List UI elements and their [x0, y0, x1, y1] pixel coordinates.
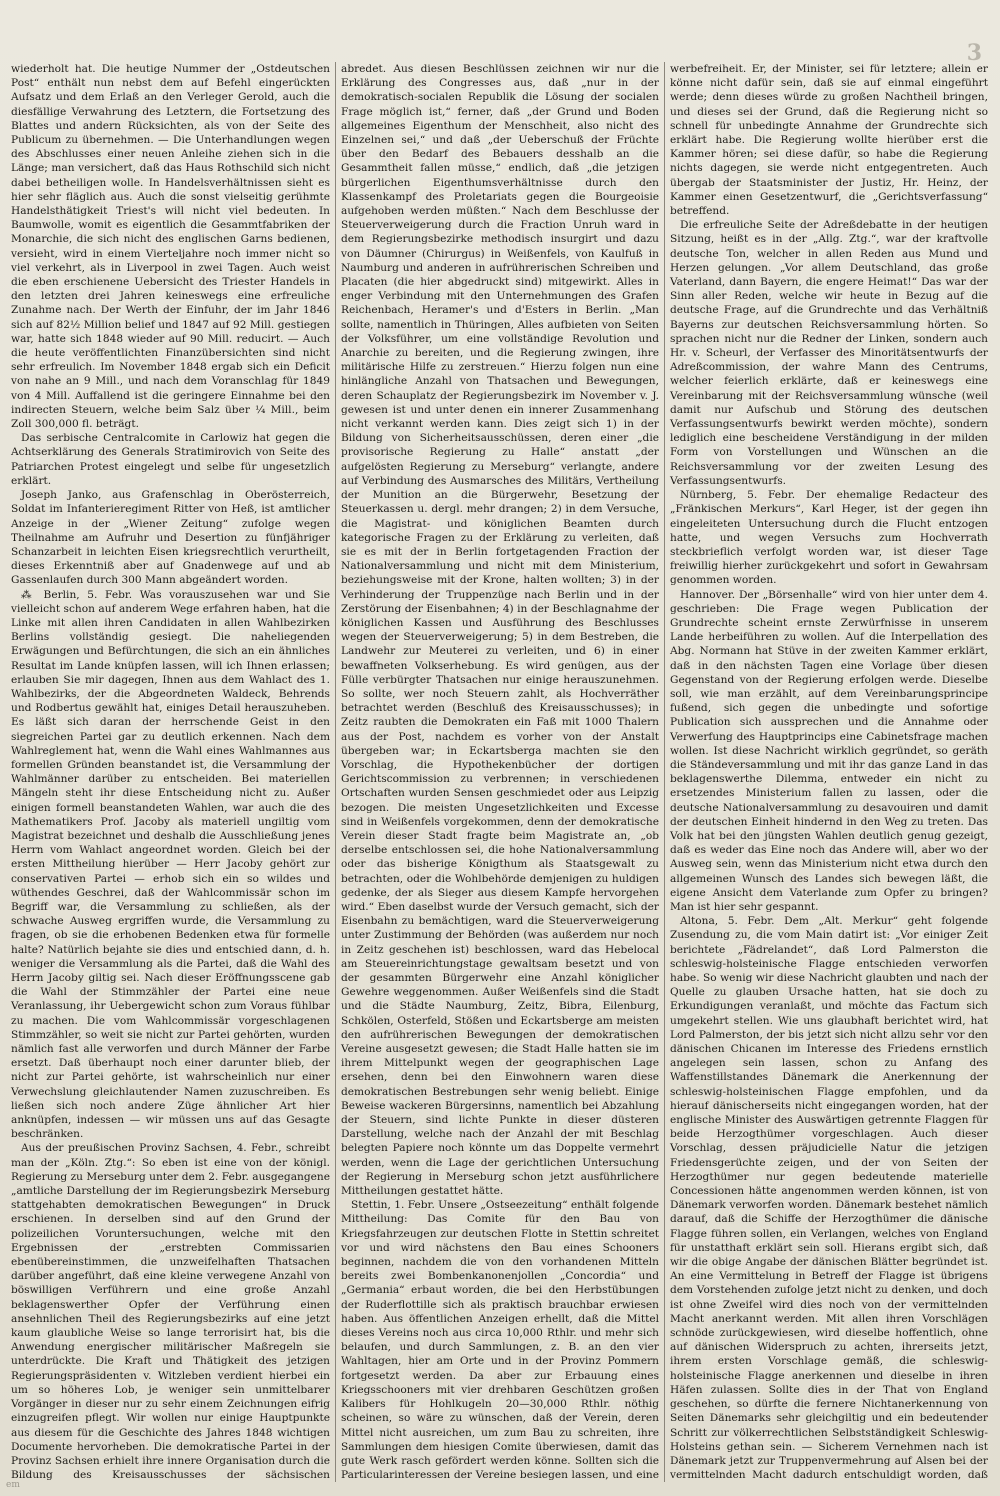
footer-mark: em — [6, 1480, 20, 1490]
article-paragraph: Das serbische Centralcomite in Carlowiz hat gegen die Achtserklärung des Generals Stratimirovich von Seite des Patriarchen Protest eingelegt und selbe für ungesetzlich erklärt. — [11, 432, 330, 487]
article-paragraph: Aus der preußischen Provinz Sachsen, 4. Febr., schreibt man der „Köln. Ztg.“: So eben ist eine von der königl. Regierung zu Merseburg unter dem 2. Febr. ausgegangene „amtliche Darstellung der im Regierungsbezirk Merseburg stattgehabten demokratischen Bewegungen“ in Druck erschienen. In derselben sind auf den Grund der polizeilichen Voruntersuchungen, welche mit den Ergebnissen der „erstrebten Commissarien ebenübereinstimmen, die unzweifelhaften Thatsachen darüber angeführt, daß eine kleine verwegene Anzahl von böswilligen Verführern und eine große Anzahl beklagenswerther Opfer der Verführung einen ansehnlichen Theil des Regierungsbezirks auf eine jetzt kaum glaubliche Weise so lange terrorisirt hat, bis die Anwendung energischer militärischer Maßregeln sie unterdrückte. Die Kraft und Thätigkeit des jetzigen Regierungspräsidenten v. Witzleben verdient hierbei ein um so höheres Lob, je weniger sein unmittelbarer Vorgänger in dieser nur zu sehr einem Zeichnungen eifrig einzugreifen pflegt. Wir wollen nur einige Hauptpunkte aus diesem für die Geschichte des Jahres 1848 wichtigen Documente hervorheben. Die demokratische Partei in der Provinz Sachsen erhielt ihre innere Organisation durch die Bildung des Kreisausschusses der sächsischen — [11, 1142, 330, 1482]
article-paragraph: Joseph Janko, aus Grafenschlag in Oberösterreich, Soldat im Infanterieregiment Ritter von Heß, ist amtlicher Anzeige in der „Wiener Zeitung“ zufolge wegen Theilnahme am Aufruhr und Desertion zu fünfjähriger Schanzarbeit in leichten Eisen kriegsrechtlich verurtheilt, dieses Erkenntniß aber auf Gnadenwege auf und ab Gassenlaufen durch 300 Mann abgeändert worden. — [11, 489, 330, 587]
article-paragraph: Nürnberg, 5. Febr. Der ehemalige Redacteur des „Fränkischen Merkurs“, Karl Heger, ist der gegen ihn eingeleiteten Untersuchung durch die Flucht entzogen hatte, und wegen Versuchs zum Hochverrath steckbrieflich verfolgt worden war, ist dieser Tage freiwillig hierher zurückgekehrt und sofort in Gewahrsam genommen worden. — [670, 489, 988, 587]
page-number: 3 — [966, 40, 982, 66]
article-paragraph: Altona, 5. Febr. Dem „Alt. Merkur“ geht folgende Zusendung zu, die vom Main datirt ist: „Vor einiger Zeit berichtete „Fädrelandet“, daß Lord Palmerston die schleswig-holsteinische Flagge entschieden verworfen habe. So wenig wir diese Nachricht glaubten und nach der Quelle zu glauben Ursache hatten, hat sie doch zu Erkundigungen veranlaßt, und möchte das Factum sich umgekehrt stellen. Wie uns glaubhaft berichtet wird, hat Lord Palmerston, der bis jetzt sich nicht allzu sehr vor den dänischen Chicanen im Interesse des Friedens ernstlich angelegen sein lassen, schon zu Anfang des Waffenstillstandes Dänemark die Anerkennung der schleswig-holsteinischen Flagge empfohlen, und da hierauf dänischerseits nicht eingegangen worden, hat der englische Minister des Auswärtigen getrennte Flaggen für beide Herzogthümer vorgeschlagen. Auch dieser Vorschlag, dessen präjudicielle Natur die jetzigen Friedensgerüchte zeigen, und der von Seiten der Herzogthümer nur gegen bedeutende materielle Concessionen hätte angenommen werden können, ist von Dänemark verworfen worden. Dänemark bestehet nämlich darauf, daß die Schiffe der Herzogthümer die dänische Flagge führen sollen, ein Verlangen, welches von England für unstatthaft erklärt sein soll. Hierans ergibt sich, daß wir die obige Angabe der dänischen Blätter begründet ist. An eine Vermittelung in Betreff der Flagge ist übrigens dem Vorstehenden zufolge jetzt nicht zu denken, und doch ist ohne Zweifel wird dies noch von der vermittelnden Macht anerkannt werden. Mit allen ihren Vorschlägen schnöde zurückgewiesen, wird dieselbe hoffentlich, ohne auf dänischen Widerspruch zu achten, ihrerseits jetzt, ihrem ersten Vorschlage gemäß, die schleswig-holsteinische Flagge anerkennen und dieselbe in ihren Häfen zulassen. Sollte dies in der That von England geschehen, so dürfte die fernere Nichtanerkennung von Seiten Dänemarks sehr gleichgiltig und ein bedeutender Schritt zur völkerrechtlichen Selbstständigkeit Schleswig-Holsteins gethan sein. — Sicherem Vernehmen nach ist Dänemark jetzt zur Truppenvermehrung auf Alsen bei der vermittelnden Macht dadurch entschuldigt worden, daß — [670, 915, 988, 1482]
column-1 — [6, 62, 335, 1482]
article-paragraph: ⁂ Berlin, 5. Febr. Was vorauszusehen war und Sie vielleicht schon auf anderem Wege erfahren haben, hat die Linke mit allen ihren Candidaten in allen Wahlbezirken Berlins vollständig gesiegt. Die naheliegenden Erwägungen und Befürchtungen, die sich an ein ähnliches Resultat im Lande knüpfen lassen, will ich Ihnen erlassen; erlauben Sie mir dagegen, Ihnen aus dem Wahlact des 1. Wahlbezirks, der die Abgeordneten Waldeck, Behrends und Rodbertus gewählt hat, einiges Detail herauszuheben. Es läßt sich daran der herrschende Geist in den siegreichen Partei gar zu deutlich erkennen. Nach dem Wahlreglement hat, wenn die Wahl eines Wahlmannes aus formellen Gründen beanstandet ist, die Versammlung der Wahlmänner darüber zu entscheiden. Bei materiellen Mängeln steht ihr diese Entscheidung nicht zu. Außer einigen formell beanstandeten Wahlen, war auch die des Mathematikers Prof. Jacoby als materiell ungiltig vom Magistrat bezeichnet und deshalb die Ausschließung jenes Herrn vom Wahlact angeordnet worden. Gleich bei der ersten Mittheilung hierüber — Herr Jacoby gehört zur conservativen Partei — erhob sich ein so wildes und wüthendes Geschrei, daß der Wahlcommissär schon im Begriff war, die Versammlung zu schließen, als der schwache Ausweg ergriffen wurde, die Versammlung zu fragen, ob sie die erhobenen Bedenken etwa für formelle halte? Natürlich bejahte sie dies und entschied dann, d. h. weniger die Versammlung als die Partei, daß die Wahl des Herrn Jacoby giltig sei. Nach dieser Eröffnungsscene gab die Wahl der Stimmzähler der Partei eine neue Veranlassung, ihr Uebergewicht schon zum Voraus fühlbar zu machen. Die vom Wahlcommissär vorgeschlagenen Stimmzähler, so weit sie nicht zur Partei gehörten, wurden nämlich fast alle verworfen und durch Männer der Farbe ersetzt. Daß überhaupt noch einer darunter blieb, der nicht zur Partei gehörte, ist wahrscheinlich nur einer Verwechslung gleichlautender Namen zuzuschreiben. Es ließen sich noch andere Züge ähnlicher Art hier anknüpfen, indessen — wir müssen uns auf das Gesagte beschränken. — [11, 588, 330, 1141]
article-paragraph: wiederholt hat. Die heutige Nummer der „Ostdeutschen Post“ enthält nun nebst dem auf Befehl eingerückten Aufsatz und dem Erlaß an den Verleger Gerold, auch die diesfällige Verwahrung des Letztern, die Fortsetzung des Blattes und andern Rücksichten, als von der Seite des Publicum zu übernehmen. — Die Unterhandlungen wegen des Abschlusses einer neuen Anleihe ziehen sich in die Länge; man versichert, daß das Haus Rothschild sich nicht dabei betheiligen wolle. In Handelsverhältnissen sieht es hier sehr fläglich aus. Auch die sonst vielseitig gerühmte Handelsthätigkeit Triest's will nicht viel bedeuten. In Baumwolle, womit es eigentlich die Gesammtfabriken der Monarchie, die sich nicht des englischen Garns bedienen, versieht, wird in einem Vierteljahre noch immer nicht so viel verkehrt, als in Liverpool in zwei Tagen. Auch weist die eben erschienene Uebersicht des Triester Handels in den letzten drei Jahren keineswegs eine erfreuliche Zunahme nach. Der Werth der Einfuhr, der im Jahr 1846 sich auf 82½ Million belief und 1847 auf 92 Mill. gestiegen war, hatte sich 1848 wieder auf 90 Mill. reducirt. — Auch die heute veröffentlichten Finanzübersichten sind nicht sehr erfreulich. Im November 1848 ergab sich ein Deficit von nahe an 9 Mill., und nach dem Voranschlag für 1849 von 4 Mill. Auffallend ist die geringere Einnahme bei den indirecten Steuern, welche beim Salz über ¼ Mill., beim Zoll 300,000 fl. beträgt. — [11, 63, 330, 431]
article-paragraph: Stettin, 1. Febr. Unsere „Ostseezeitung“ enthält folgende Mittheilung: Das Comite für den Bau von Kriegsfahrzeugen zur deutschen Flotte in Stettin schreitet vor und wird nächstens den Bau eines Schooners beginnen, nachdem die von den vorhandenen Mitteln bereits zwei Bombenkanonenjollen „Concordia“ und „Germania“ erbaut worden, die bei den Herbstübungen der Ruderflottille sich als praktisch brauchbar erwiesen haben. Aus öffentlichen Anzeigen erhellt, daß die Mittel dieses Vereins noch aus circa 10,000 Rthlr. und mehr sich belaufen, und durch Sammlungen, z. B. an den vier Wahltagen, hier am Orte und in der Provinz Pommern fortgesetzt werden. Da aber zur Erbauung eines Kriegsschooners mit vier drehbaren Geschützen großen Kalibers für Hohlkugeln 20—30,000 Rthlr. nöthig scheinen, so wäre zu wünschen, daß der Verein, deren Mittel nicht ausreichen, um zum Bau zu schreiten, ihre Sammlungen dem hiesigen Comite überwiesen, damit das gute Werk rasch gefördert werden könne. Sollten sich die Particularinteressen der Vereine besiegen lassen, und eine — [341, 1199, 659, 1482]
article-paragraph: Hannover. Der „Börsenhalle“ wird von hier unter dem 4. geschrieben: Die Frage wegen Publication der Grundrechte scheint ernste Zerwürfnisse in unserem Lande herbeiführen zu wollen. Auf die Interpellation des Abg. Normann hat Stüve in der zweiten Kammer erklärt, daß in den nächsten Tagen eine Vorlage über diesen Gegenstand von der Regierung erfolgen werde. Dieselbe soll, wie man erzählt, auf dem Vereinbarungsprincipe fußend, sich gegen die unbedingte und sofortige Publication sich aussprechen und die Annahme oder Verwerfung des Hauptprincips eine Cabinetsfrage machen wollen. Ist diese Nachricht wirklich gegründet, so geräth die Ständeversammlung und mit ihr das ganze Land in das beklagenswerthe Dilemma, entweder ein nicht zu ersetzendes Ministerium fallen zu lassen, oder die deutsche Nationalversammlung zu desavouiren und damit der deutschen Einheit hindernd in den Weg zu treten. Das Volk hat bei den jüngsten Wahlen deutlich genug gezeigt, daß es weder das Eine noch das Andere will, aber wo der Ausweg sein, wenn das Ministerium nicht etwa durch den allgemeinen Wunsch des Landes sich bewegen läßt, die eigene Ansicht dem Vaterlande zum Opfer zu bringen? Man ist hier sehr gespannt. — [670, 588, 988, 913]
column-3 — [664, 62, 993, 1482]
article-columns — [6, 62, 994, 1482]
article-paragraph: werbefreiheit. Er, der Minister, sei für letztere; allein er könne nicht dafür sein, daß sie auf einmal eingeführt werde; denn dieses würde zu großen Nachtheil bringen, und dieses sei der Grund, daß die Regierung nicht so schnell für unbedingte Annahme der Grundrechte sich erklärt habe. Die Regierung wollte hierüber erst die Kammer hören; sei diese dafür, so habe die Regierung nichts dagegen, sie werde nicht entgegentreten. Auch übergab der Staatsminister der Justiz, Hr. Heinz, der Kammer einen Gesetzentwurf, die „Gerichtsverfassung“ betreffend. — [670, 63, 988, 218]
article-paragraph: Die erfreuliche Seite der Adreßdebatte in der heutigen Sitzung, heißt es in der „Allg. Ztg.“, war der kraftvolle deutsche Ton, welcher in allen Reden aus Mund und Herzen gelungen. „Vor allem Deutschland, das große Vaterland, dann Bayern, die engere Heimat!“ Das war der Sinn aller Reden, welche wir heute in Bezug auf die deutsche Frage, auf die Grundrechte und das Verhältniß Bayerns zur deutschen Reichsversammlung hörten. So sprachen nicht nur die Redner der Linken, sondern auch Hr. v. Scheurl, der Verfasser des Minoritätsentwurfs der Adreßcommission, der wahre Mann des Centrums, welcher feierlich erklärte, daß er keineswegs eine Vereinbarung mit der Reichsversammlung wünsche (weil damit nur Aufschub und Störung des deutschen Verfassungsentwurfs bewirkt werden möchte), sondern lediglich eine bescheidene Verständigung in der milden Form von Vorstellungen und Wünschen an die Reichsversammlung vor der zweiten Lesung des Verfassungsentwurfs. — [670, 219, 988, 487]
article-paragraph: abredet. Aus diesen Beschlüssen zeichnen wir nur die Erklärung des Congresses aus, daß „nur in der demokratisch-socialen Republik die Lösung der socialen Frage möglich ist,“ ferner, daß „der Grund und Boden allgemeines Eigenthum der Menschheit, also nicht des Einzelnen sei,“ und daß „der Ueberschuß der Früchte über den Bedarf des Bebauers desshalb an die Gesammtheit fallen müsse,“ endlich, daß „die jetzigen bürgerlichen Eigenthumsverhältnisse durch den Klassenkampf des Proletariats gegen die Bourgeoisie aufgehoben werden müßten.“ Nach dem Beschlusse der Steuerverweigerung durch die Fraction Unruh ward in dem Regierungsbezirke methodisch insurgirt und dazu von Däumner (Chirurgus) in Weißenfels, von Kaulfuß in Naumburg und anderen in aufrührerischen Schreiben und Placaten (die hier abgedruckt sind) mitgewirkt. Alles in enger Verbindung mit den Unternehmungen des Grafen Reichenbach, Heramer's und d'Esters in Berlin. „Man sollte, namentlich in Thüringen, Alles aufbieten von Seiten der Volksführer, um eine vollständige Revolution und Anarchie zu bereiten, und die Regierung zwingen, ihre militärische Hilfe zu zerstreuen.“ Hierzu folgen nun eine hinlängliche Anzahl von Thatsachen und Bewegungen, deren Schauplatz der Regierungsbezirk im November v. J. gewesen ist und unter denen ein innerer Zusammenhang nicht verkannt werden kann. Dies zeigt sich 1) in der Bildung von Sicherheitsausschüssen, deren einer „die provisorische Regierung zu Halle“ anstatt „der aufgelösten Regierung zu Merseburg“ verlangte, andere auf Verbindung des Ausmarsches des Militärs, Vertheilung der Munition an die Bürgerwehr, Besetzung der Steuerkassen u. dergl. mehr drangen; 2) in dem Versuche, die Magistrat- und königlichen Beamten durch kategorische Fragen zu der Erklärung zu verleiten, daß sie es mit der in Berlin fortgetagenden Fraction der Nationalversammlung und nicht mit dem Ministerium, beziehungsweise mit der Krone, halten wollten; 3) in der Verhinderung der Truppenzüge nach Berlin und in der Zerstörung der Eisenbahnen; 4) in der Beschlagnahme der königlichen Kassen und Ausführung des Beschlusses wegen der Steuerverweigerung; 5) in dem Bestreben, die Landwehr zur Meuterei zu verleiten, und 6) in einer bewaffneten Volkserhebung. Es wird genügen, aus der Fülle verbürgter Thatsachen nur einige herauszunehmen. So sollte, wer noch Steuern zahlt, als Hochverräther betrachtet werden (Beschluß des Kreisausschusses); in Zeitz raubten die Demokraten ein Faß mit 1000 Thalern aus der Post, nachdem es vorher von der Anstalt übergeben war; in Eckartsberga machten sie den Vorschlag, die Hypothekenbücher der dortigen Gerichtscommission zu verbrennen; in verschiedenen Ortschaften wurden Sensen geschmiedet oder aus Leipzig bezogen. Die meisten Ungesetzlichkeiten und Excesse sind in Weißenfels vorgekommen, denn der demokratische Verein dieser Stadt fragte beim Magistrate an, „ob derselbe entschlossen sei, die hohe Nationalversammlung oder das bisherige Königthum als Staatsgewalt zu betrachten, oder die Wohlbehörde demjenigen zu huldigen gedenke, der als Sieger aus diesem Kampfe hervorgehen wird.“ Eben daselbst wurde der Versuch gemacht, sich der Eisenbahn zu bemächtigen, ward die Steuerverweigerung unter Zustimmung der Behörden (was außerdem nur noch in Zeitz geschehen ist) beschlossen, ward das Hebelocal am Steuereinrichtungstage gewaltsam besetzt und von der gesammten Bürgerwehr eine Anzahl königlicher Gewehre weggenommen. Außer Weißenfels sind die Stadt und die Städte Naumburg, Zeitz, Bibra, Eilenburg, Schkölen, Osterfeld, Stößen und Eckartsberge am meisten den aufrührerischen Bewegungen der demokratischen Vereine ausgesetzt gewesen; die Stadt Halle hatten sie im ihrem Mittelpunkt wegen der geographischen Lage ersehen, denn bei den Einwohnern waren diese demokratischen Bestrebungen sehr wenig beliebt. Einige Beweise wackeren Bürgersinns, namentlich bei Abzahlung der Steuern, sind lichte Punkte in dieser düsteren Darstellung, welche nach der Anzahl der mit Beschlag belegten Papiere noch könnte um das Doppelte vermehrt werden, wenn die Lage der gerichtlichen Untersuchung der Regierung in Merseburg schon jetzt ausführlichere Mittheilungen gestattet hätte. — [341, 63, 659, 1198]
column-2 — [335, 62, 664, 1482]
